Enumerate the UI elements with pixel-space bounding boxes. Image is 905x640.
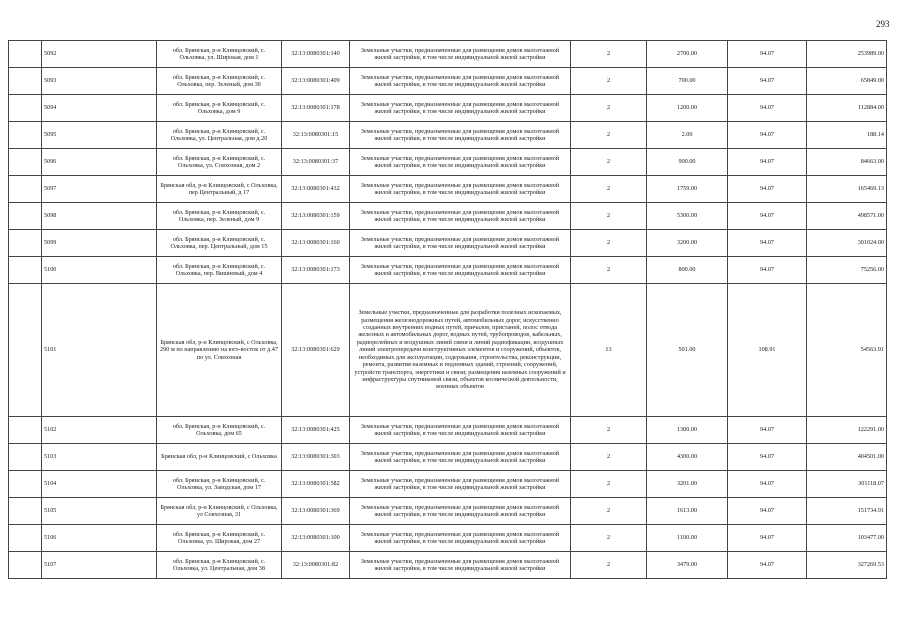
cadastral-number-cell: 32:13:0080301:37	[282, 149, 350, 176]
table-row	[9, 471, 887, 498]
cadastral-number-cell: 32:13:0080301:303	[282, 444, 350, 471]
row-number-cell: 5099	[42, 230, 157, 257]
land-use-cell: Земельные участки, предназначенные для размещения домов малоэтажной жилой застройки, в том числе индивидуальной жилой застройки	[350, 230, 571, 257]
cadastral-value-cell: 84663.00	[807, 149, 887, 176]
blank-cell	[9, 122, 42, 149]
land-use-cell: Земельные участки, предназначенные для размещения домов малоэтажной жилой застройки, в том числе индивидуальной жилой застройки	[350, 203, 571, 230]
table-row	[9, 122, 887, 149]
row-number-cell: 5098	[42, 203, 157, 230]
address-cell: Брянская обл, р-н Клинцовский, с Ольховка, пер Центральный, д 17	[157, 176, 282, 203]
specific-value-cell: 94.07	[728, 444, 807, 471]
area-cell: 800.00	[647, 257, 728, 284]
address-cell: обл. Брянская, р-н Клинцовский, с. Ольховка, пер. Зеленый, дом 30	[157, 68, 282, 95]
land-use-cell: Земельные участки, предназначенные для размещения домов малоэтажной жилой застройки, в том числе индивидуальной жилой застройки	[350, 149, 571, 176]
land-use-cell: Земельные участки, предназначенные для размещения домов малоэтажной жилой застройки, в том числе индивидуальной жилой застройки	[350, 257, 571, 284]
table-row	[9, 68, 887, 95]
blank-cell	[9, 525, 42, 552]
table-row	[9, 95, 887, 122]
cadastral-number-cell: 32:13:0080301:82	[282, 552, 350, 579]
cadastral-value-cell: 54563.91	[807, 284, 887, 417]
land-use-cell: Земельные участки, предназначенные для размещения домов малоэтажной жилой застройки, в том числе индивидуальной жилой застройки	[350, 498, 571, 525]
land-use-cell: Земельные участки, предназначенные для размещения домов малоэтажной жилой застройки, в том числе индивидуальной жилой застройки	[350, 176, 571, 203]
zone-number-cell: 2	[571, 149, 647, 176]
address-cell: обл. Брянская, р-н Клинцовский, с. Ольховка, пер. Вишневый, дом 4	[157, 257, 282, 284]
cadastral-value-cell: 301024.00	[807, 230, 887, 257]
address-cell: обл. Брянская, р-н Клинцовский, с. Ольховка, ул. Заводская, дом 17	[157, 471, 282, 498]
specific-value-cell: 94.07	[728, 498, 807, 525]
cadastral-value-cell: 122291.00	[807, 417, 887, 444]
area-cell: 2.00	[647, 122, 728, 149]
blank-cell	[9, 230, 42, 257]
cadastral-number-cell: 32:13:0080301:409	[282, 68, 350, 95]
cadastral-value-cell: 165469.13	[807, 176, 887, 203]
cadastral-number-cell: 32:13:0080301:140	[282, 41, 350, 68]
table-row	[9, 525, 887, 552]
address-cell: Брянская обл, р-н Клинцовский, с Ольховка, 290 м по направлению на юго-восток от д.47 по ул. Совхозная	[157, 284, 282, 417]
zone-number-cell: 2	[571, 203, 647, 230]
row-number-cell: 5095	[42, 122, 157, 149]
row-number-cell: 5096	[42, 149, 157, 176]
land-use-cell: Земельные участки, предназначенные для размещения домов малоэтажной жилой застройки, в том числе индивидуальной жилой застройки	[350, 41, 571, 68]
page-number: 293	[876, 19, 890, 29]
zone-number-cell: 2	[571, 444, 647, 471]
zone-number-cell: 2	[571, 471, 647, 498]
blank-cell	[9, 552, 42, 579]
row-number-cell: 5101	[42, 284, 157, 417]
cadastral-number-cell: 32:13:0080301:425	[282, 417, 350, 444]
zone-number-cell: 2	[571, 257, 647, 284]
table-row	[9, 176, 887, 203]
area-cell: 1759.00	[647, 176, 728, 203]
address-cell: Брянская обл, р-н Клинцовский, с Ольховка	[157, 444, 282, 471]
address-cell: обл. Брянская, р-н Клинцовский, с. Ольховка, ул. Центральная, дом д.20	[157, 122, 282, 149]
area-cell: 2700.00	[647, 41, 728, 68]
row-number-cell: 5103	[42, 444, 157, 471]
specific-value-cell: 94.07	[728, 203, 807, 230]
area-cell: 700.00	[647, 68, 728, 95]
area-cell: 4300.00	[647, 444, 728, 471]
cadastral-value-cell: 253989.00	[807, 41, 887, 68]
table-row	[9, 498, 887, 525]
table-row	[9, 444, 887, 471]
table-row	[9, 257, 887, 284]
blank-cell	[9, 417, 42, 444]
cadastral-number-cell: 32:13:0080301:100	[282, 525, 350, 552]
table-row	[9, 552, 887, 579]
address-cell: Брянская обл, р-н Клинцовский, с Ольховка, ул Совхозная, 31	[157, 498, 282, 525]
address-cell: обл. Брянская, р-н Клинцовский, с. Ольховка, ул. Центральная, дом 38	[157, 552, 282, 579]
blank-cell	[9, 203, 42, 230]
zone-number-cell: 2	[571, 417, 647, 444]
address-cell: обл. Брянская, р-н Клинцовский, с. Ольховка, пер. Зеленый, дом 9	[157, 203, 282, 230]
land-use-cell: Земельные участки, предназначенные для разработки полезных ископаемых, размещения железнодорожных путей, автомобильных дорог, искусственно созданных внутренних водных путей, причалов, пристаней, полос отвода железных и автомобильных дорог, водных путей, трубопроводов, кабельных, радиорелейных и воздушных линий связи и линий радиофикации, воздушных линий электропередачи конструктивных элементов и сооружений, объектов, необходимых для эксплуатации, содержания, строительства, реконструкции, ремонта, развития наземных и подземных зданий, строений, сооружений, устройств транспорта, энергетики и связи; размещения наземных сооружений и инфраструктуры спутниковой связи, объектов космической деятельности, военных объектов	[350, 284, 571, 417]
land-registry-table	[8, 40, 887, 579]
specific-value-cell: 94.07	[728, 230, 807, 257]
area-cell: 1100.00	[647, 525, 728, 552]
specific-value-cell: 94.07	[728, 417, 807, 444]
specific-value-cell: 94.07	[728, 95, 807, 122]
address-cell: обл. Брянская, р-н Клинцовский, с. Ольховка, дом 9	[157, 95, 282, 122]
address-cell: обл. Брянская, р-н Клинцовский, с. Ольховка, ул. Широкая, дом 1	[157, 41, 282, 68]
specific-value-cell: 94.07	[728, 41, 807, 68]
cadastral-number-cell: 32:13:0080301:629	[282, 284, 350, 417]
blank-cell	[9, 498, 42, 525]
cadastral-number-cell: 32:13:0080301:173	[282, 257, 350, 284]
row-number-cell: 5097	[42, 176, 157, 203]
cadastral-value-cell: 301118.07	[807, 471, 887, 498]
blank-cell	[9, 176, 42, 203]
row-number-cell: 5107	[42, 552, 157, 579]
land-use-cell: Земельные участки, предназначенные для размещения домов малоэтажной жилой застройки, в том числе индивидуальной жилой застройки	[350, 525, 571, 552]
specific-value-cell: 94.07	[728, 257, 807, 284]
land-use-cell: Земельные участки, предназначенные для размещения домов малоэтажной жилой застройки, в том числе индивидуальной жилой застройки	[350, 95, 571, 122]
area-cell: 1613.00	[647, 498, 728, 525]
cadastral-value-cell: 404501.00	[807, 444, 887, 471]
zone-number-cell: 2	[571, 552, 647, 579]
table-row	[9, 284, 887, 417]
land-use-cell: Земельные участки, предназначенные для размещения домов малоэтажной жилой застройки, в том числе индивидуальной жилой застройки	[350, 417, 571, 444]
cadastral-number-cell: 32:13:0080301:160	[282, 230, 350, 257]
table-row	[9, 230, 887, 257]
specific-value-cell: 94.07	[728, 471, 807, 498]
blank-cell	[9, 41, 42, 68]
land-use-cell: Земельные участки, предназначенные для размещения домов малоэтажной жилой застройки, в том числе индивидуальной жилой застройки	[350, 444, 571, 471]
land-use-cell: Земельные участки, предназначенные для размещения домов малоэтажной жилой застройки, в том числе индивидуальной жилой застройки	[350, 68, 571, 95]
table-row	[9, 417, 887, 444]
address-cell: обл. Брянская, р-н Клинцовский, с. Ольховка, пер. Центральный, дом 15	[157, 230, 282, 257]
blank-cell	[9, 68, 42, 95]
blank-cell	[9, 95, 42, 122]
cadastral-value-cell: 75256.00	[807, 257, 887, 284]
land-use-cell: Земельные участки, предназначенные для размещения домов малоэтажной жилой застройки, в том числе индивидуальной жилой застройки	[350, 122, 571, 149]
row-number-cell: 5093	[42, 68, 157, 95]
table-row	[9, 41, 887, 68]
row-number-cell: 5104	[42, 471, 157, 498]
cadastral-value-cell: 103477.00	[807, 525, 887, 552]
cadastral-number-cell: 32:13:0080301:369	[282, 498, 350, 525]
blank-cell	[9, 444, 42, 471]
specific-value-cell: 94.07	[728, 176, 807, 203]
cadastral-value-cell: 112884.00	[807, 95, 887, 122]
area-cell: 1300.00	[647, 417, 728, 444]
specific-value-cell: 108.91	[728, 284, 807, 417]
row-number-cell: 5100	[42, 257, 157, 284]
table-row	[9, 149, 887, 176]
land-use-cell: Земельные участки, предназначенные для размещения домов малоэтажной жилой застройки, в том числе индивидуальной жилой застройки	[350, 471, 571, 498]
cadastral-value-cell: 65849.00	[807, 68, 887, 95]
zone-number-cell: 2	[571, 176, 647, 203]
blank-cell	[9, 149, 42, 176]
row-number-cell: 5106	[42, 525, 157, 552]
cadastral-value-cell: 151734.91	[807, 498, 887, 525]
row-number-cell: 5102	[42, 417, 157, 444]
cadastral-number-cell: 32:13:0080301:15	[282, 122, 350, 149]
specific-value-cell: 94.07	[728, 122, 807, 149]
area-cell: 3201.00	[647, 471, 728, 498]
row-number-cell: 5094	[42, 95, 157, 122]
row-number-cell: 5092	[42, 41, 157, 68]
zone-number-cell: 2	[571, 68, 647, 95]
blank-cell	[9, 471, 42, 498]
blank-cell	[9, 284, 42, 417]
row-number-cell: 5105	[42, 498, 157, 525]
cadastral-value-cell: 498571.00	[807, 203, 887, 230]
zone-number-cell: 2	[571, 95, 647, 122]
specific-value-cell: 94.07	[728, 68, 807, 95]
zone-number-cell: 2	[571, 498, 647, 525]
specific-value-cell: 94.07	[728, 552, 807, 579]
area-cell: 3200.00	[647, 230, 728, 257]
zone-number-cell: 2	[571, 230, 647, 257]
land-use-cell: Земельные участки, предназначенные для размещения домов малоэтажной жилой застройки, в том числе индивидуальной жилой застройки	[350, 552, 571, 579]
address-cell: обл. Брянская, р-н Клинцовский, с. Ольховка, ул. Совхозная, дом 2	[157, 149, 282, 176]
area-cell: 501.00	[647, 284, 728, 417]
cadastral-value-cell: 188.14	[807, 122, 887, 149]
zone-number-cell: 2	[571, 122, 647, 149]
zone-number-cell: 2	[571, 41, 647, 68]
address-cell: обл. Брянская, р-н Клинцовский, с. Ольховка, дом 65	[157, 417, 282, 444]
blank-cell	[9, 257, 42, 284]
table-row	[9, 203, 887, 230]
cadastral-value-cell: 327269.53	[807, 552, 887, 579]
zone-number-cell: 2	[571, 525, 647, 552]
area-cell: 1200.00	[647, 95, 728, 122]
specific-value-cell: 94.07	[728, 149, 807, 176]
area-cell: 900.00	[647, 149, 728, 176]
cadastral-number-cell: 32:13:0080301:178	[282, 95, 350, 122]
specific-value-cell: 94.07	[728, 525, 807, 552]
cadastral-number-cell: 32:13:0080301:159	[282, 203, 350, 230]
zone-number-cell: 13	[571, 284, 647, 417]
cadastral-number-cell: 32:13:0080301:432	[282, 176, 350, 203]
cadastral-number-cell: 32:13:0080301:582	[282, 471, 350, 498]
table-body	[9, 41, 887, 579]
area-cell: 5300.00	[647, 203, 728, 230]
area-cell: 3479.00	[647, 552, 728, 579]
address-cell: обл. Брянская, р-н Клинцовский, с. Ольховка, ул. Широкая, дом 27	[157, 525, 282, 552]
